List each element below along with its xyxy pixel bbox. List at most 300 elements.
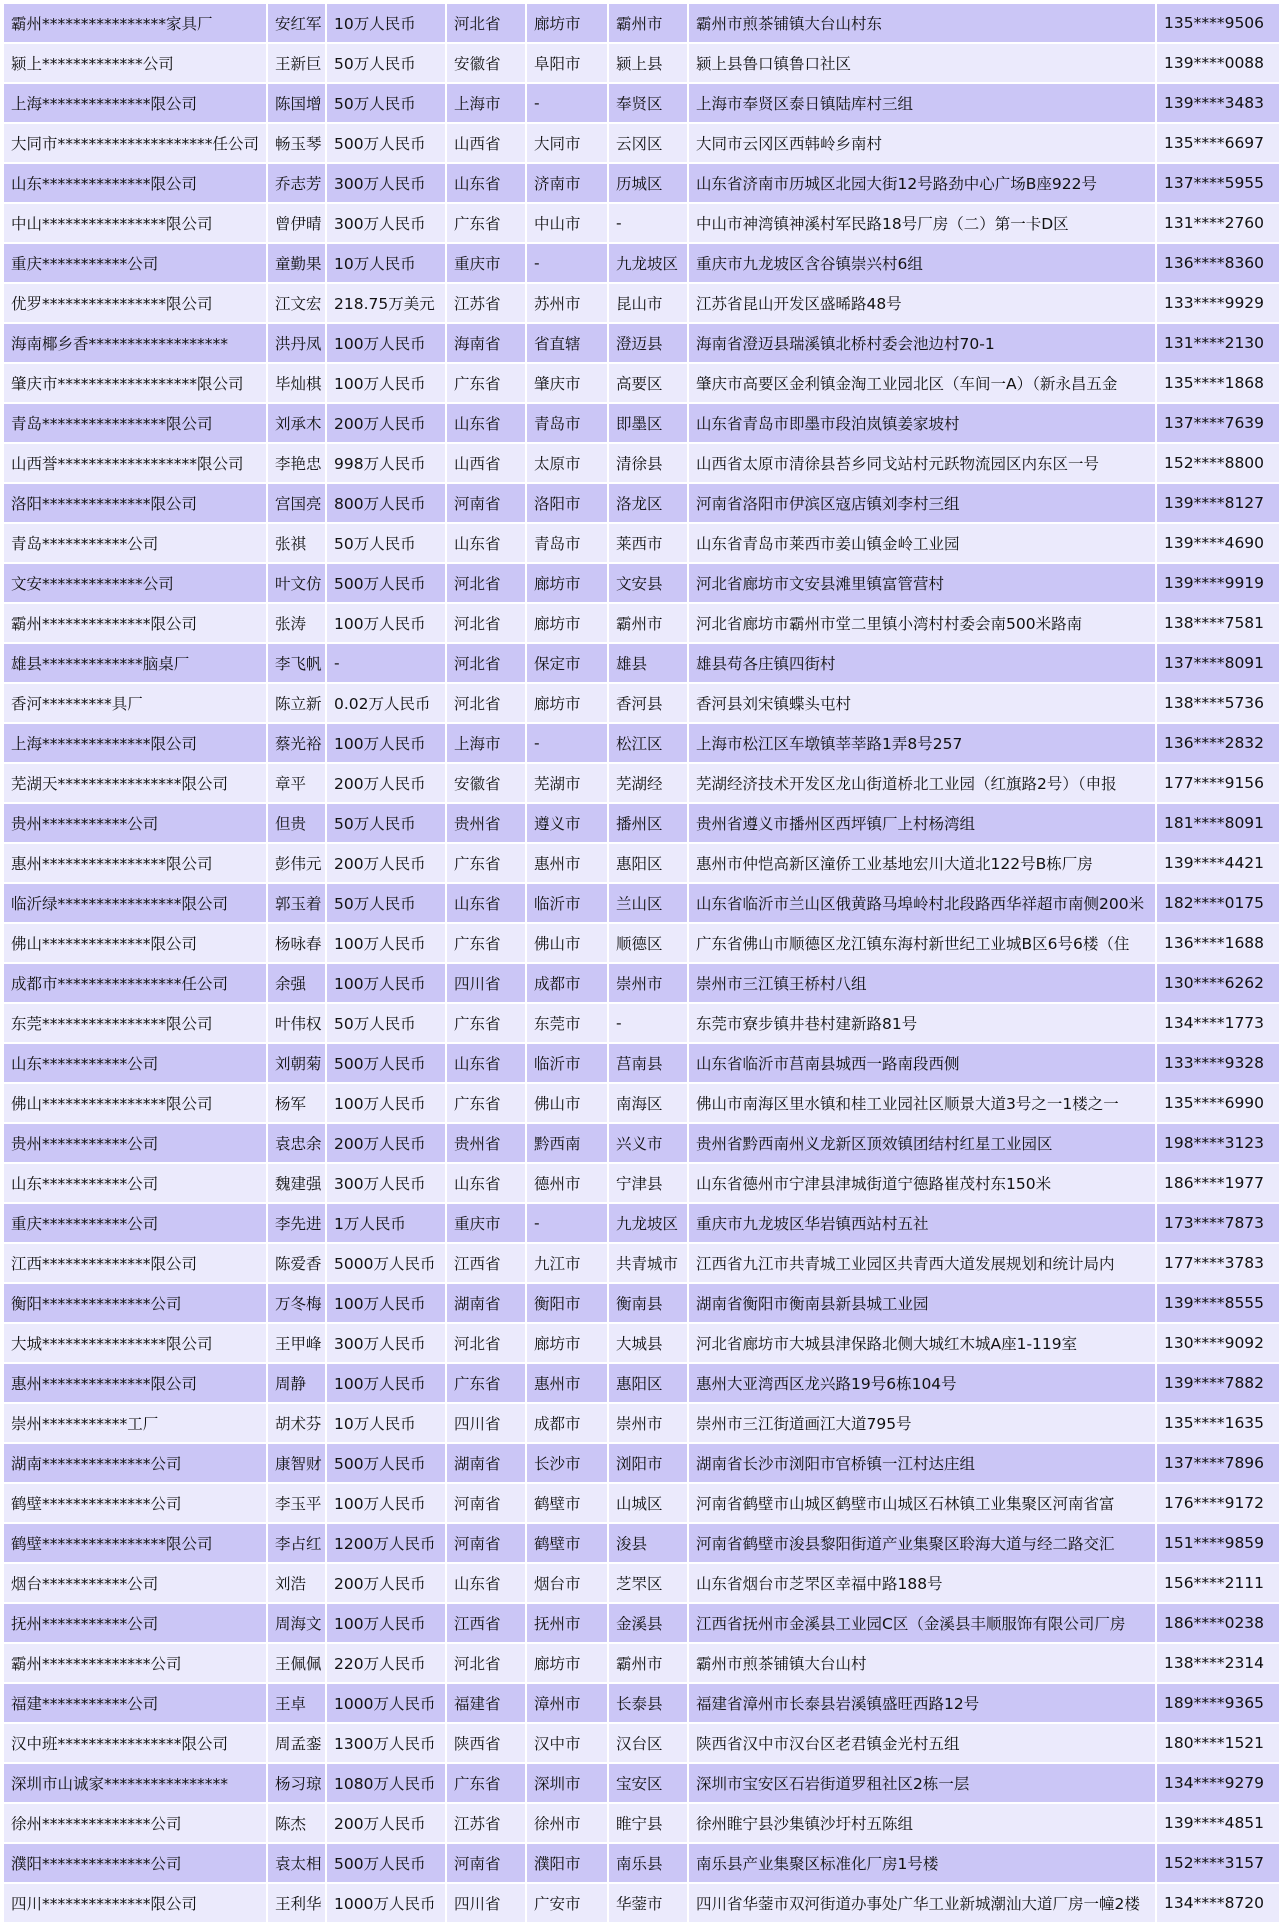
city-cell[interactable]: 漳州市 bbox=[526, 1683, 608, 1723]
province-cell[interactable]: 广东省 bbox=[446, 1763, 526, 1803]
address-cell[interactable]: 重庆市九龙坡区华岩镇西站村五社 bbox=[688, 1203, 1156, 1243]
city-cell[interactable]: 徐州市 bbox=[526, 1803, 608, 1843]
contact-person-cell[interactable]: 万冬梅 bbox=[267, 1283, 326, 1323]
phone-cell[interactable]: 139****7882 bbox=[1156, 1363, 1280, 1403]
district-cell[interactable]: 长泰县 bbox=[608, 1683, 688, 1723]
phone-cell[interactable]: 176****9172 bbox=[1156, 1483, 1280, 1523]
company-name-cell[interactable]: 霸州****************家具厂 bbox=[3, 3, 267, 43]
contact-person-cell[interactable]: 周孟銮 bbox=[267, 1723, 326, 1763]
address-cell[interactable]: 重庆市九龙坡区含谷镇崇兴村6组 bbox=[688, 243, 1156, 283]
province-cell[interactable]: 四川省 bbox=[446, 963, 526, 1003]
company-name-cell[interactable]: 上海**************限公司 bbox=[3, 83, 267, 123]
district-cell[interactable]: 雄县 bbox=[608, 643, 688, 683]
district-cell[interactable]: 华蓥市 bbox=[608, 1883, 688, 1923]
company-name-cell[interactable]: 中山****************限公司 bbox=[3, 203, 267, 243]
contact-person-cell[interactable]: 周海文 bbox=[267, 1603, 326, 1643]
district-cell[interactable]: - bbox=[608, 1003, 688, 1043]
district-cell[interactable]: 清徐县 bbox=[608, 443, 688, 483]
phone-cell[interactable]: 181****8091 bbox=[1156, 803, 1280, 843]
city-cell[interactable]: 肇庆市 bbox=[526, 363, 608, 403]
company-name-cell[interactable]: 徐州**************公司 bbox=[3, 1803, 267, 1843]
province-cell[interactable]: 湖南省 bbox=[446, 1283, 526, 1323]
district-cell[interactable]: 崇州市 bbox=[608, 963, 688, 1003]
province-cell[interactable]: 河北省 bbox=[446, 603, 526, 643]
registered-capital-cell[interactable]: 0.02万人民币 bbox=[326, 683, 446, 723]
district-cell[interactable]: 金溪县 bbox=[608, 1603, 688, 1643]
contact-person-cell[interactable]: 王新巨 bbox=[267, 43, 326, 83]
contact-person-cell[interactable]: 陈立新 bbox=[267, 683, 326, 723]
contact-person-cell[interactable]: 李艳忠 bbox=[267, 443, 326, 483]
province-cell[interactable]: 海南省 bbox=[446, 323, 526, 363]
district-cell[interactable]: 浚县 bbox=[608, 1523, 688, 1563]
province-cell[interactable]: 河北省 bbox=[446, 3, 526, 43]
registered-capital-cell[interactable]: 100万人民币 bbox=[326, 323, 446, 363]
city-cell[interactable]: 鹤壁市 bbox=[526, 1523, 608, 1563]
address-cell[interactable]: 河北省廊坊市霸州市堂二里镇小湾村村委会南500米路南 bbox=[688, 603, 1156, 643]
company-name-cell[interactable]: 东莞****************限公司 bbox=[3, 1003, 267, 1043]
company-name-cell[interactable]: 湖南**************公司 bbox=[3, 1443, 267, 1483]
district-cell[interactable]: 汉台区 bbox=[608, 1723, 688, 1763]
city-cell[interactable]: 洛阳市 bbox=[526, 483, 608, 523]
phone-cell[interactable]: 186****1977 bbox=[1156, 1163, 1280, 1203]
phone-cell[interactable]: 156****2111 bbox=[1156, 1563, 1280, 1603]
registered-capital-cell[interactable]: 100万人民币 bbox=[326, 1083, 446, 1123]
company-name-cell[interactable]: 山东**************限公司 bbox=[3, 163, 267, 203]
district-cell[interactable]: 奉贤区 bbox=[608, 83, 688, 123]
province-cell[interactable]: 河北省 bbox=[446, 1323, 526, 1363]
province-cell[interactable]: 山东省 bbox=[446, 883, 526, 923]
province-cell[interactable]: 上海市 bbox=[446, 723, 526, 763]
city-cell[interactable]: 惠州市 bbox=[526, 843, 608, 883]
province-cell[interactable]: 河北省 bbox=[446, 563, 526, 603]
province-cell[interactable]: 山东省 bbox=[446, 163, 526, 203]
address-cell[interactable]: 海南省澄迈县瑞溪镇北桥村委会池边村70-1 bbox=[688, 323, 1156, 363]
province-cell[interactable]: 河南省 bbox=[446, 1483, 526, 1523]
district-cell[interactable]: 兰山区 bbox=[608, 883, 688, 923]
city-cell[interactable]: 汉中市 bbox=[526, 1723, 608, 1763]
company-name-cell[interactable]: 青岛***********公司 bbox=[3, 523, 267, 563]
registered-capital-cell[interactable]: 10万人民币 bbox=[326, 3, 446, 43]
district-cell[interactable]: 南海区 bbox=[608, 1083, 688, 1123]
address-cell[interactable]: 上海市奉贤区泰日镇陆库村三组 bbox=[688, 83, 1156, 123]
province-cell[interactable]: 广东省 bbox=[446, 363, 526, 403]
phone-cell[interactable]: 139****0088 bbox=[1156, 43, 1280, 83]
city-cell[interactable]: 保定市 bbox=[526, 643, 608, 683]
city-cell[interactable]: 九江市 bbox=[526, 1243, 608, 1283]
company-name-cell[interactable]: 鹤壁**************公司 bbox=[3, 1483, 267, 1523]
province-cell[interactable]: 广东省 bbox=[446, 1363, 526, 1403]
district-cell[interactable]: 睢宁县 bbox=[608, 1803, 688, 1843]
phone-cell[interactable]: 138****2314 bbox=[1156, 1643, 1280, 1683]
address-cell[interactable]: 霸州市煎茶铺镇大台山村 bbox=[688, 1643, 1156, 1683]
company-name-cell[interactable]: 霸州**************公司 bbox=[3, 1643, 267, 1683]
phone-cell[interactable]: 139****4851 bbox=[1156, 1803, 1280, 1843]
registered-capital-cell[interactable]: 300万人民币 bbox=[326, 203, 446, 243]
phone-cell[interactable]: 136****2832 bbox=[1156, 723, 1280, 763]
contact-person-cell[interactable]: 叶文仿 bbox=[267, 563, 326, 603]
province-cell[interactable]: 安徽省 bbox=[446, 763, 526, 803]
contact-person-cell[interactable]: 蔡光裕 bbox=[267, 723, 326, 763]
province-cell[interactable]: 河北省 bbox=[446, 643, 526, 683]
registered-capital-cell[interactable]: 100万人民币 bbox=[326, 923, 446, 963]
address-cell[interactable]: 湖南省长沙市浏阳市官桥镇一江村达庄组 bbox=[688, 1443, 1156, 1483]
city-cell[interactable]: - bbox=[526, 83, 608, 123]
address-cell[interactable]: 徐州睢宁县沙集镇沙圩村五陈组 bbox=[688, 1803, 1156, 1843]
contact-person-cell[interactable]: 畅玉琴 bbox=[267, 123, 326, 163]
contact-person-cell[interactable]: 袁忠余 bbox=[267, 1123, 326, 1163]
registered-capital-cell[interactable]: 200万人民币 bbox=[326, 843, 446, 883]
address-cell[interactable]: 江苏省昆山开发区盛晞路48号 bbox=[688, 283, 1156, 323]
registered-capital-cell[interactable]: 500万人民币 bbox=[326, 1843, 446, 1883]
district-cell[interactable]: 澄迈县 bbox=[608, 323, 688, 363]
address-cell[interactable]: 深圳市宝安区石岩街道罗租社区2栋一层 bbox=[688, 1763, 1156, 1803]
registered-capital-cell[interactable]: 220万人民币 bbox=[326, 1643, 446, 1683]
address-cell[interactable]: 崇州市三江街道画江大道795号 bbox=[688, 1403, 1156, 1443]
province-cell[interactable]: 广东省 bbox=[446, 1003, 526, 1043]
address-cell[interactable]: 贵州省黔西南州义龙新区顶效镇团结村红星工业园区 bbox=[688, 1123, 1156, 1163]
company-name-cell[interactable]: 汉中班****************限公司 bbox=[3, 1723, 267, 1763]
province-cell[interactable]: 山东省 bbox=[446, 403, 526, 443]
registered-capital-cell[interactable]: 218.75万美元 bbox=[326, 283, 446, 323]
registered-capital-cell[interactable]: 50万人民币 bbox=[326, 83, 446, 123]
district-cell[interactable]: 芜湖经 bbox=[608, 763, 688, 803]
district-cell[interactable]: 莱西市 bbox=[608, 523, 688, 563]
contact-person-cell[interactable]: 王佩佩 bbox=[267, 1643, 326, 1683]
phone-cell[interactable]: 152****3157 bbox=[1156, 1843, 1280, 1883]
phone-cell[interactable]: 137****7639 bbox=[1156, 403, 1280, 443]
city-cell[interactable]: 青岛市 bbox=[526, 523, 608, 563]
registered-capital-cell[interactable]: 100万人民币 bbox=[326, 363, 446, 403]
company-name-cell[interactable]: 崇州***********工厂 bbox=[3, 1403, 267, 1443]
company-name-cell[interactable]: 烟台***********公司 bbox=[3, 1563, 267, 1603]
company-name-cell[interactable]: 深圳市山诚家**************** bbox=[3, 1763, 267, 1803]
city-cell[interactable]: 青岛市 bbox=[526, 403, 608, 443]
district-cell[interactable]: 即墨区 bbox=[608, 403, 688, 443]
address-cell[interactable]: 惠州大亚湾西区龙兴路19号6栋104号 bbox=[688, 1363, 1156, 1403]
city-cell[interactable]: 廊坊市 bbox=[526, 1323, 608, 1363]
contact-person-cell[interactable]: 陈国增 bbox=[267, 83, 326, 123]
address-cell[interactable]: 福建省漳州市长泰县岩溪镇盛旺西路12号 bbox=[688, 1683, 1156, 1723]
province-cell[interactable]: 上海市 bbox=[446, 83, 526, 123]
address-cell[interactable]: 崇州市三江镇王桥村八组 bbox=[688, 963, 1156, 1003]
address-cell[interactable]: 山东省济南市历城区北园大街12号路劲中心广场B座922号 bbox=[688, 163, 1156, 203]
company-name-cell[interactable]: 惠州****************限公司 bbox=[3, 843, 267, 883]
address-cell[interactable]: 香河县刘宋镇蝶头屯村 bbox=[688, 683, 1156, 723]
address-cell[interactable]: 河北省廊坊市文安县滩里镇富管营村 bbox=[688, 563, 1156, 603]
registered-capital-cell[interactable]: 1万人民币 bbox=[326, 1203, 446, 1243]
city-cell[interactable]: 临沂市 bbox=[526, 1043, 608, 1083]
registered-capital-cell[interactable]: 1000万人民币 bbox=[326, 1683, 446, 1723]
phone-cell[interactable]: 137****7896 bbox=[1156, 1443, 1280, 1483]
city-cell[interactable]: 德州市 bbox=[526, 1163, 608, 1203]
phone-cell[interactable]: 139****3483 bbox=[1156, 83, 1280, 123]
district-cell[interactable]: 松江区 bbox=[608, 723, 688, 763]
province-cell[interactable]: 山东省 bbox=[446, 523, 526, 563]
address-cell[interactable]: 河南省鹤壁市山城区鹤壁市山城区石林镇工业集聚区河南省富 bbox=[688, 1483, 1156, 1523]
district-cell[interactable]: 惠阳区 bbox=[608, 1363, 688, 1403]
address-cell[interactable]: 山东省青岛市莱西市姜山镇金岭工业园 bbox=[688, 523, 1156, 563]
contact-person-cell[interactable]: 章平 bbox=[267, 763, 326, 803]
district-cell[interactable]: 莒南县 bbox=[608, 1043, 688, 1083]
contact-person-cell[interactable]: 乔志芳 bbox=[267, 163, 326, 203]
company-name-cell[interactable]: 福建***********公司 bbox=[3, 1683, 267, 1723]
address-cell[interactable]: 惠州市仲恺高新区潼侨工业基地宏川大道北122号B栋厂房 bbox=[688, 843, 1156, 883]
district-cell[interactable]: 播州区 bbox=[608, 803, 688, 843]
contact-person-cell[interactable]: 洪丹凤 bbox=[267, 323, 326, 363]
province-cell[interactable]: 山西省 bbox=[446, 123, 526, 163]
company-name-cell[interactable]: 肇庆市******************限公司 bbox=[3, 363, 267, 403]
district-cell[interactable]: 衡南县 bbox=[608, 1283, 688, 1323]
company-name-cell[interactable]: 芜湖天****************限公司 bbox=[3, 763, 267, 803]
phone-cell[interactable]: 139****8127 bbox=[1156, 483, 1280, 523]
province-cell[interactable]: 四川省 bbox=[446, 1403, 526, 1443]
registered-capital-cell[interactable]: 500万人民币 bbox=[326, 123, 446, 163]
phone-cell[interactable]: 135****6697 bbox=[1156, 123, 1280, 163]
district-cell[interactable]: 颍上县 bbox=[608, 43, 688, 83]
contact-person-cell[interactable]: 李占红 bbox=[267, 1523, 326, 1563]
province-cell[interactable]: 河南省 bbox=[446, 483, 526, 523]
contact-person-cell[interactable]: 曾伊晴 bbox=[267, 203, 326, 243]
registered-capital-cell[interactable]: 50万人民币 bbox=[326, 803, 446, 843]
contact-person-cell[interactable]: 李玉平 bbox=[267, 1483, 326, 1523]
city-cell[interactable]: 成都市 bbox=[526, 1403, 608, 1443]
address-cell[interactable]: 江西省九江市共青城工业园区共青西大道发展规划和统计局内 bbox=[688, 1243, 1156, 1283]
province-cell[interactable]: 重庆市 bbox=[446, 243, 526, 283]
address-cell[interactable]: 南乐县产业集聚区标准化厂房1号楼 bbox=[688, 1843, 1156, 1883]
city-cell[interactable]: 广安市 bbox=[526, 1883, 608, 1923]
address-cell[interactable]: 山东省德州市宁津县津城街道宁德路崔茂村东150米 bbox=[688, 1163, 1156, 1203]
contact-person-cell[interactable]: 杨军 bbox=[267, 1083, 326, 1123]
registered-capital-cell[interactable]: 50万人民币 bbox=[326, 523, 446, 563]
company-name-cell[interactable]: 青岛****************限公司 bbox=[3, 403, 267, 443]
province-cell[interactable]: 广东省 bbox=[446, 203, 526, 243]
registered-capital-cell[interactable]: 200万人民币 bbox=[326, 1803, 446, 1843]
address-cell[interactable]: 四川省华蓥市双河街道办事处广华工业新城潮汕大道厂房一幢2楼 bbox=[688, 1883, 1156, 1923]
company-name-cell[interactable]: 重庆***********公司 bbox=[3, 243, 267, 283]
phone-cell[interactable]: 130****9092 bbox=[1156, 1323, 1280, 1363]
company-name-cell[interactable]: 颍上*************公司 bbox=[3, 43, 267, 83]
province-cell[interactable]: 河北省 bbox=[446, 683, 526, 723]
contact-person-cell[interactable]: 张涛 bbox=[267, 603, 326, 643]
phone-cell[interactable]: 139****8555 bbox=[1156, 1283, 1280, 1323]
city-cell[interactable]: 衡阳市 bbox=[526, 1283, 608, 1323]
district-cell[interactable]: 文安县 bbox=[608, 563, 688, 603]
city-cell[interactable]: 长沙市 bbox=[526, 1443, 608, 1483]
contact-person-cell[interactable]: 周静 bbox=[267, 1363, 326, 1403]
address-cell[interactable]: 霸州市煎茶铺镇大台山村东 bbox=[688, 3, 1156, 43]
district-cell[interactable]: 宝安区 bbox=[608, 1763, 688, 1803]
district-cell[interactable]: 崇州市 bbox=[608, 1403, 688, 1443]
phone-cell[interactable]: 177****9156 bbox=[1156, 763, 1280, 803]
registered-capital-cell[interactable]: 500万人民币 bbox=[326, 1443, 446, 1483]
phone-cell[interactable]: 135****9506 bbox=[1156, 3, 1280, 43]
phone-cell[interactable]: 135****6990 bbox=[1156, 1083, 1280, 1123]
city-cell[interactable]: 廊坊市 bbox=[526, 603, 608, 643]
province-cell[interactable]: 广东省 bbox=[446, 843, 526, 883]
contact-person-cell[interactable]: 宫国亮 bbox=[267, 483, 326, 523]
company-name-cell[interactable]: 江西**************限公司 bbox=[3, 1243, 267, 1283]
province-cell[interactable]: 江苏省 bbox=[446, 1803, 526, 1843]
contact-person-cell[interactable]: 杨咏春 bbox=[267, 923, 326, 963]
company-name-cell[interactable]: 成都市****************任公司 bbox=[3, 963, 267, 1003]
city-cell[interactable]: 烟台市 bbox=[526, 1563, 608, 1603]
contact-person-cell[interactable]: 李飞帆 bbox=[267, 643, 326, 683]
address-cell[interactable]: 东莞市寮步镇井巷村建新路81号 bbox=[688, 1003, 1156, 1043]
phone-cell[interactable]: 139****4421 bbox=[1156, 843, 1280, 883]
company-name-cell[interactable]: 上海**************限公司 bbox=[3, 723, 267, 763]
contact-person-cell[interactable]: 郭玉着 bbox=[267, 883, 326, 923]
district-cell[interactable]: 浏阳市 bbox=[608, 1443, 688, 1483]
district-cell[interactable]: 霸州市 bbox=[608, 603, 688, 643]
district-cell[interactable]: 山城区 bbox=[608, 1483, 688, 1523]
address-cell[interactable]: 湖南省衡阳市衡南县新县城工业园 bbox=[688, 1283, 1156, 1323]
company-name-cell[interactable]: 海南椰乡香****************** bbox=[3, 323, 267, 363]
city-cell[interactable]: 廊坊市 bbox=[526, 683, 608, 723]
contact-person-cell[interactable]: 彭伟元 bbox=[267, 843, 326, 883]
registered-capital-cell[interactable]: 800万人民币 bbox=[326, 483, 446, 523]
registered-capital-cell[interactable]: 300万人民币 bbox=[326, 163, 446, 203]
city-cell[interactable]: 佛山市 bbox=[526, 923, 608, 963]
registered-capital-cell[interactable]: 300万人民币 bbox=[326, 1163, 446, 1203]
registered-capital-cell[interactable]: 1300万人民币 bbox=[326, 1723, 446, 1763]
city-cell[interactable]: 临沂市 bbox=[526, 883, 608, 923]
city-cell[interactable]: 佛山市 bbox=[526, 1083, 608, 1123]
registered-capital-cell[interactable]: 200万人民币 bbox=[326, 1123, 446, 1163]
registered-capital-cell[interactable]: 10万人民币 bbox=[326, 1403, 446, 1443]
city-cell[interactable]: 濮阳市 bbox=[526, 1843, 608, 1883]
district-cell[interactable]: 霸州市 bbox=[608, 1643, 688, 1683]
contact-person-cell[interactable]: 毕灿棋 bbox=[267, 363, 326, 403]
city-cell[interactable]: 遵义市 bbox=[526, 803, 608, 843]
company-name-cell[interactable]: 霸州**************限公司 bbox=[3, 603, 267, 643]
address-cell[interactable]: 河南省鹤壁市浚县黎阳街道产业集聚区聆海大道与经二路交汇 bbox=[688, 1523, 1156, 1563]
contact-person-cell[interactable]: 刘承木 bbox=[267, 403, 326, 443]
address-cell[interactable]: 贵州省遵义市播州区西坪镇厂上村杨湾组 bbox=[688, 803, 1156, 843]
phone-cell[interactable]: 173****7873 bbox=[1156, 1203, 1280, 1243]
address-cell[interactable]: 山东省青岛市即墨市段泊岚镇姜家坡村 bbox=[688, 403, 1156, 443]
registered-capital-cell[interactable]: 50万人民币 bbox=[326, 43, 446, 83]
company-name-cell[interactable]: 香河*********具厂 bbox=[3, 683, 267, 723]
phone-cell[interactable]: 134****1773 bbox=[1156, 1003, 1280, 1043]
contact-person-cell[interactable]: 张祺 bbox=[267, 523, 326, 563]
city-cell[interactable]: 廊坊市 bbox=[526, 563, 608, 603]
company-name-cell[interactable]: 重庆***********公司 bbox=[3, 1203, 267, 1243]
province-cell[interactable]: 重庆市 bbox=[446, 1203, 526, 1243]
address-cell[interactable]: 中山市神湾镇神溪村军民路18号厂房（二）第一卡D区 bbox=[688, 203, 1156, 243]
phone-cell[interactable]: 134****9279 bbox=[1156, 1763, 1280, 1803]
city-cell[interactable]: 太原市 bbox=[526, 443, 608, 483]
city-cell[interactable]: 苏州市 bbox=[526, 283, 608, 323]
city-cell[interactable]: 鹤壁市 bbox=[526, 1483, 608, 1523]
company-name-cell[interactable]: 抚州***********公司 bbox=[3, 1603, 267, 1643]
company-name-cell[interactable]: 贵州***********公司 bbox=[3, 1123, 267, 1163]
company-name-cell[interactable]: 临沂绿****************限公司 bbox=[3, 883, 267, 923]
address-cell[interactable]: 佛山市南海区里水镇和桂工业园社区顺景大道3号之一1楼之一 bbox=[688, 1083, 1156, 1123]
phone-cell[interactable]: 133****9328 bbox=[1156, 1043, 1280, 1083]
company-name-cell[interactable]: 惠州**************限公司 bbox=[3, 1363, 267, 1403]
registered-capital-cell[interactable]: 500万人民币 bbox=[326, 563, 446, 603]
contact-person-cell[interactable]: 陈杰 bbox=[267, 1803, 326, 1843]
registered-capital-cell[interactable]: 100万人民币 bbox=[326, 1363, 446, 1403]
company-name-cell[interactable]: 大城****************限公司 bbox=[3, 1323, 267, 1363]
contact-person-cell[interactable]: 魏建强 bbox=[267, 1163, 326, 1203]
district-cell[interactable]: 昆山市 bbox=[608, 283, 688, 323]
phone-cell[interactable]: 182****0175 bbox=[1156, 883, 1280, 923]
address-cell[interactable]: 河南省洛阳市伊滨区寇店镇刘李村三组 bbox=[688, 483, 1156, 523]
registered-capital-cell[interactable]: 1200万人民币 bbox=[326, 1523, 446, 1563]
company-name-cell[interactable]: 文安*************公司 bbox=[3, 563, 267, 603]
city-cell[interactable]: 大同市 bbox=[526, 123, 608, 163]
address-cell[interactable]: 山西省太原市清徐县苔乡同戈站村元跃物流园区内东区一号 bbox=[688, 443, 1156, 483]
company-name-cell[interactable]: 濮阳**************公司 bbox=[3, 1843, 267, 1883]
district-cell[interactable]: 宁津县 bbox=[608, 1163, 688, 1203]
phone-cell[interactable]: 130****6262 bbox=[1156, 963, 1280, 1003]
city-cell[interactable]: - bbox=[526, 243, 608, 283]
address-cell[interactable]: 山东省临沂市兰山区俄黄路马埠岭村北段路西华祥超市南侧200米 bbox=[688, 883, 1156, 923]
city-cell[interactable]: 廊坊市 bbox=[526, 1643, 608, 1683]
province-cell[interactable]: 江西省 bbox=[446, 1243, 526, 1283]
address-cell[interactable]: 芜湖经济技术开发区龙山街道桥北工业园（红旗路2号）（申报 bbox=[688, 763, 1156, 803]
address-cell[interactable]: 广东省佛山市顺德区龙江镇东海村新世纪工业城B区6号6楼（住 bbox=[688, 923, 1156, 963]
company-name-cell[interactable]: 四川**************限公司 bbox=[3, 1883, 267, 1923]
address-cell[interactable]: 上海市松江区车墩镇莘莘路1弄8号257 bbox=[688, 723, 1156, 763]
province-cell[interactable]: 贵州省 bbox=[446, 803, 526, 843]
province-cell[interactable]: 河北省 bbox=[446, 1643, 526, 1683]
registered-capital-cell[interactable]: 50万人民币 bbox=[326, 1003, 446, 1043]
district-cell[interactable]: 兴义市 bbox=[608, 1123, 688, 1163]
company-name-cell[interactable]: 山西誉******************限公司 bbox=[3, 443, 267, 483]
city-cell[interactable]: 成都市 bbox=[526, 963, 608, 1003]
registered-capital-cell[interactable]: 5000万人民币 bbox=[326, 1243, 446, 1283]
province-cell[interactable]: 四川省 bbox=[446, 1883, 526, 1923]
contact-person-cell[interactable]: 但贵 bbox=[267, 803, 326, 843]
registered-capital-cell[interactable]: 500万人民币 bbox=[326, 1043, 446, 1083]
contact-person-cell[interactable]: 叶伟权 bbox=[267, 1003, 326, 1043]
city-cell[interactable]: 深圳市 bbox=[526, 1763, 608, 1803]
city-cell[interactable]: - bbox=[526, 1203, 608, 1243]
district-cell[interactable]: 霸州市 bbox=[608, 3, 688, 43]
address-cell[interactable]: 肇庆市高要区金利镇金淘工业园北区（车间一A）（新永昌五金 bbox=[688, 363, 1156, 403]
city-cell[interactable]: 东莞市 bbox=[526, 1003, 608, 1043]
contact-person-cell[interactable]: 王甲峰 bbox=[267, 1323, 326, 1363]
company-name-cell[interactable]: 雄县*************脑桌厂 bbox=[3, 643, 267, 683]
contact-person-cell[interactable]: 陈爱香 bbox=[267, 1243, 326, 1283]
phone-cell[interactable]: 131****2130 bbox=[1156, 323, 1280, 363]
phone-cell[interactable]: 135****1635 bbox=[1156, 1403, 1280, 1443]
city-cell[interactable]: 廊坊市 bbox=[526, 3, 608, 43]
province-cell[interactable]: 福建省 bbox=[446, 1683, 526, 1723]
contact-person-cell[interactable]: 江文宏 bbox=[267, 283, 326, 323]
city-cell[interactable]: - bbox=[526, 723, 608, 763]
company-name-cell[interactable]: 优罗****************限公司 bbox=[3, 283, 267, 323]
registered-capital-cell[interactable]: 1080万人民币 bbox=[326, 1763, 446, 1803]
phone-cell[interactable]: 152****8800 bbox=[1156, 443, 1280, 483]
contact-person-cell[interactable]: 袁太相 bbox=[267, 1843, 326, 1883]
province-cell[interactable]: 贵州省 bbox=[446, 1123, 526, 1163]
city-cell[interactable]: 济南市 bbox=[526, 163, 608, 203]
registered-capital-cell[interactable]: 100万人民币 bbox=[326, 1483, 446, 1523]
phone-cell[interactable]: 138****7581 bbox=[1156, 603, 1280, 643]
registered-capital-cell[interactable]: 100万人民币 bbox=[326, 723, 446, 763]
province-cell[interactable]: 广东省 bbox=[446, 923, 526, 963]
city-cell[interactable]: 黔西南 bbox=[526, 1123, 608, 1163]
phone-cell[interactable]: 136****1688 bbox=[1156, 923, 1280, 963]
province-cell[interactable]: 山东省 bbox=[446, 1043, 526, 1083]
company-name-cell[interactable]: 山东***********公司 bbox=[3, 1163, 267, 1203]
phone-cell[interactable]: 139****4690 bbox=[1156, 523, 1280, 563]
phone-cell[interactable]: 136****8360 bbox=[1156, 243, 1280, 283]
company-name-cell[interactable]: 山东***********公司 bbox=[3, 1043, 267, 1083]
